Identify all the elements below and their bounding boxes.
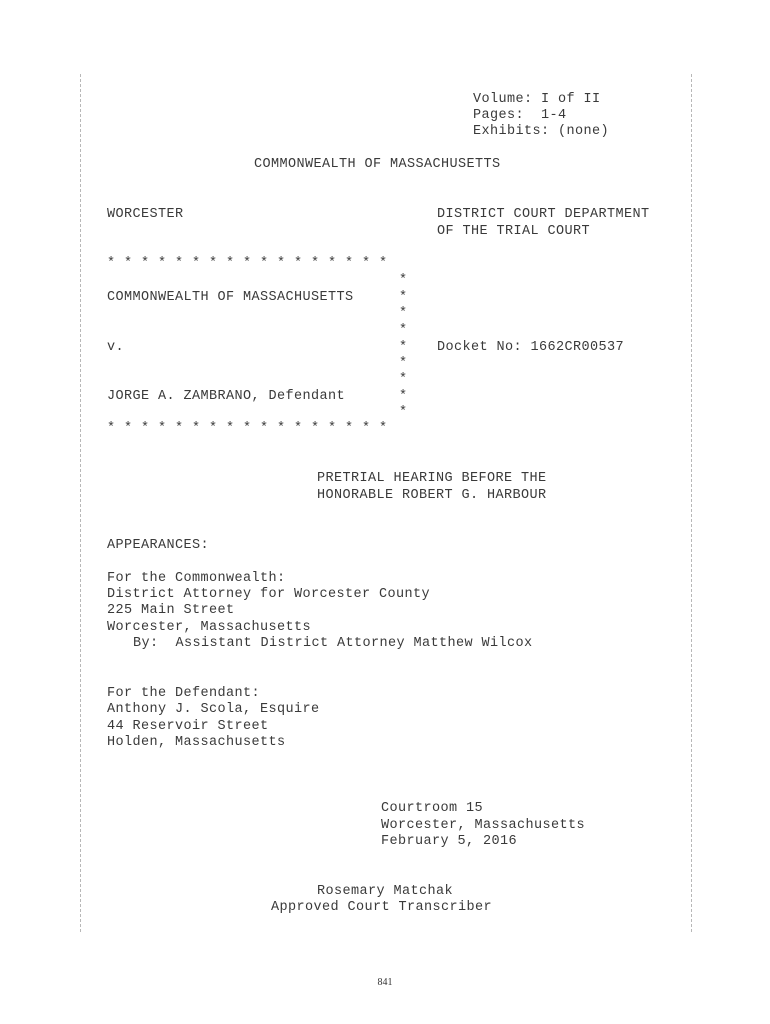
plaintiff-name: COMMONWEALTH OF MASSACHUSETTS	[107, 290, 354, 305]
county: WORCESTER	[107, 207, 184, 222]
caption-star-border-top: * * * * * * * * * * * * * * * * *	[107, 256, 388, 271]
volume-line: Volume: I of II	[473, 92, 601, 107]
caption-star: *	[399, 356, 408, 371]
transcriber-name: Rosemary Matchak	[317, 884, 454, 899]
page-number: 841	[377, 977, 393, 988]
caption-star: *	[399, 340, 408, 355]
caption-star: *	[399, 389, 408, 404]
caption-star: *	[399, 405, 408, 420]
defendant-counsel-name: Anthony J. Scola, Esquire	[107, 702, 320, 717]
caption-star-border-bottom: * * * * * * * * * * * * * * * * *	[107, 421, 388, 436]
court-city: Worcester, Massachusetts	[381, 818, 586, 833]
versus: v.	[107, 340, 125, 355]
defendant-counsel-label: For the Defendant:	[107, 686, 261, 701]
commonwealth-label: For the Commonwealth:	[107, 571, 286, 586]
caption-star: *	[399, 306, 408, 321]
right-margin-line	[691, 74, 692, 932]
caption-star: *	[399, 273, 408, 288]
defendant-counsel-city: Holden, Massachusetts	[107, 735, 286, 750]
department-line-1: DISTRICT COURT DEPARTMENT	[437, 207, 650, 222]
left-margin-line	[80, 74, 81, 932]
commonwealth-street: 225 Main Street	[107, 603, 235, 618]
pages-line: Pages: 1-4	[473, 108, 567, 123]
defendant-counsel-street: 44 Reservoir Street	[107, 719, 269, 734]
jurisdiction-title: COMMONWEALTH OF MASSACHUSETTS	[254, 157, 501, 172]
docket-number: Docket No: 1662CR00537	[437, 340, 625, 355]
appearances-heading: APPEARANCES:	[107, 538, 210, 553]
commonwealth-attorney: By: Assistant District Attorney Matthew Wilcox	[133, 636, 533, 651]
defendant-name: JORGE A. ZAMBRANO, Defendant	[107, 389, 346, 404]
caption-star: *	[399, 290, 408, 305]
caption-star: *	[399, 323, 408, 338]
department-line-2: OF THE TRIAL COURT	[437, 224, 591, 239]
exhibits-line: Exhibits: (none)	[473, 124, 610, 139]
hearing-title-line-1: PRETRIAL HEARING BEFORE THE	[317, 471, 547, 486]
transcriber-title: Approved Court Transcriber	[271, 900, 493, 915]
commonwealth-city: Worcester, Massachusetts	[107, 620, 312, 635]
courtroom: Courtroom 15	[381, 801, 484, 816]
hearing-date: February 5, 2016	[381, 834, 518, 849]
commonwealth-office: District Attorney for Worcester County	[107, 587, 431, 602]
caption-star: *	[399, 372, 408, 387]
hearing-title-line-2: HONORABLE ROBERT G. HARBOUR	[317, 488, 547, 503]
